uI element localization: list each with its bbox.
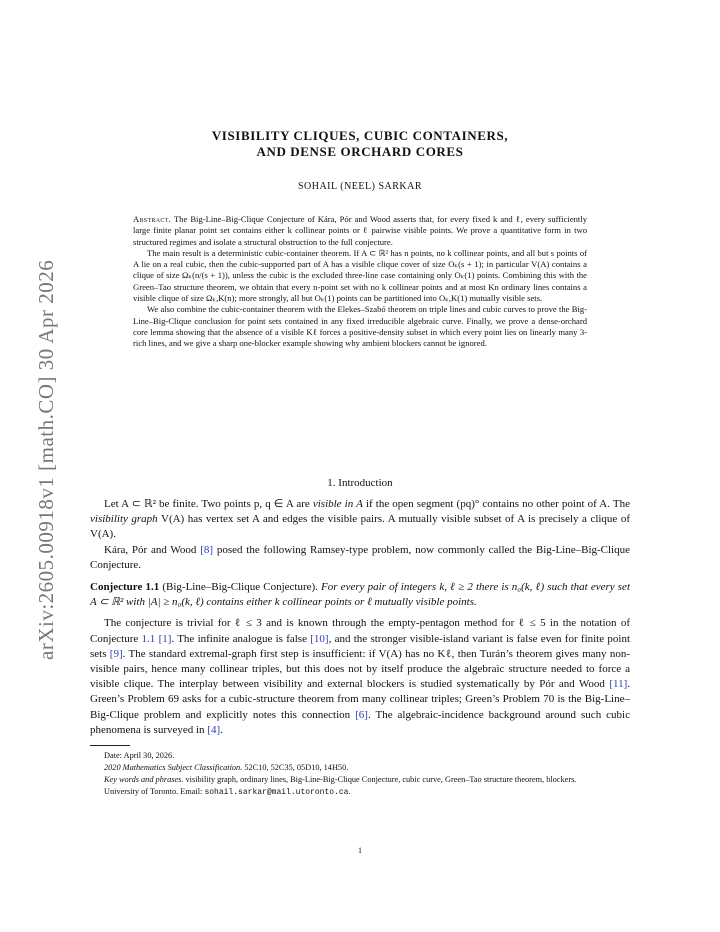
arxiv-sidebar [14,240,58,660]
abstract-text-1: The Big-Line–Big-Clique Conjecture of Kára, Pór and Wood asserts that, for every fixed k and ℓ, every sufficiently large finite planar point set contains either k collinear points or ℓ pairwise visible points. We prove a quantitative form in two structured regimes and isolate a structural obstruction to the full conjecture. [133,214,587,247]
page-number: 1 [358,846,362,855]
keywords-label: Key words and phrases. [104,775,184,784]
footnote-keywords [90,774,630,786]
arxiv-identifier: arXiv:2605.00918v1 [math.CO] 30 Apr 2026 [34,259,58,660]
intro-paragraph-1 [90,497,630,543]
citation-link[interactable]: [10] [310,632,329,645]
introduction-body [90,497,630,738]
abstract-label: Abstract. [133,214,172,224]
footnote-affiliation [90,786,630,799]
section-heading: 1. Introduction [327,477,393,489]
msc-value: 52C10, 52C35, 05D10, 14H50. [242,763,349,772]
citation-link[interactable]: [4] [207,723,221,736]
email-address[interactable]: sohail.sarkar@mail.utoronto.ca [204,788,349,797]
citation-link[interactable]: [8] [200,543,214,556]
abstract-paragraph-2: The main result is a deterministic cubic-container theorem. If A ⊂ ℝ² has n points, no k collinear points, and all but s points of A lie on a real cubic, then the cubic-supported part of A has a visible clique cover of size Oₖ(s + 1); in particular V(A) contains a clique of size Ωₖ(n/(s + 1)), unless the cubic is the excluded three-line case containing only Oₖ(1) points. Combining this with the Green–Tao structure theorem, we obtain that every n-point set with no k collinear points and at most Kn ordinary lines contains a visible clique of size Ωₖ,K(n); more strongly, all but Oₖ(1) points can be partitioned into Oₖ,K(1) mutually visible sets. [133,247,587,304]
title-line-2: AND DENSE ORCHARD CORES [256,144,464,159]
title-line-1: VISIBILITY CLIQUES, CUBIC CONTAINERS, [211,128,509,143]
keywords-value: visibility graph, ordinary lines, Big-Line-Big-Clique Conjecture, cubic curve, Green–Tao structure theorem, blockers. [183,775,577,784]
intro-paragraph-2 [90,543,630,573]
conjecture-link[interactable]: 1.1 [141,632,156,645]
msc-label: 2020 Mathematics Subject Classification. [104,763,243,772]
footnote-rule [90,745,130,746]
abstract-paragraph-1 [133,214,587,248]
text-run: The conjecture is trivial for ℓ ≤ 3 and is known through the empty-pentagon method for ℓ ≤ 5 in the notation of Conjecture [90,617,630,645]
term-visibility-graph: visibility graph [90,513,158,526]
text-run: . [220,723,223,736]
conjecture-1-1 [90,580,630,610]
text-run: . [348,787,351,796]
text-run: V(A) has vertex set A and edges the visible pairs. A mutually visible subset of A is precisely a clique of V(A). [90,513,630,541]
term-visible: visible in A [312,498,363,510]
text-run: posed the following Ramsey-type problem, now commonly called the Big-Line–Big-Clique Conjecture. [90,543,630,571]
conjecture-statement: For every pair of integers k, ℓ ≥ 2 there is n₀(k, ℓ) such that every set A ⊂ ℝ² with |A| ≥ n₀(k, ℓ) contains either k collinear points or ℓ mutually visible points. [90,581,630,609]
text-run: Kára, Pór and Wood [104,543,201,556]
citation-link[interactable]: [11] [609,678,628,691]
text-run: . The standard extremal-graph first step is insufficient: if V(A) has no Kℓ, then Turán’s theorem gives many non-visible pairs, hence many collinear triples, but this does not by itself produce the algebraic structure needed to force a visible clique. The interplay between visibility and external blockers is studied systematically by Pór and Wood [90,647,630,691]
text-run: , and the stronger visible-island variant is false even for finite point sets [90,632,630,660]
abstract [133,214,587,350]
paper-title [90,128,630,160]
author-name: SOHAIL (NEEL) SARKAR [297,181,423,192]
citation-link[interactable]: [6] [355,708,368,721]
text-run: Let A ⊂ ℝ² be finite. Two points p, q ∈ A are [104,498,313,510]
text-run: . Green’s Problem 69 asks for a cubic-structure theorem from many collinear triples; Green’s Problem 70 is the Big-Line–Big-Clique problem and explicitly notes this connection [90,678,630,721]
footnotes [90,750,630,799]
intro-paragraph-3 [90,616,630,738]
abstract-paragraph-3: We also combine the cubic-container theorem with the Elekes–Szabó theorem on triple lines and cubic curves to prove the Big-Line–Big-Clique conclusion for point sets contained in any fixed irreducible algebraic curve. Finally, we prove a dense-orchard core lemma showing that the absence of a visible Kℓ forces a positive-density subset in which every point lies on linearly many 3-rich lines, and we give a sharp one-blocker example showing why ambient blockers cannot be ignored. [133,304,587,349]
text-run: . The infinite analogue is false [171,632,311,645]
affiliation-text: University of Toronto. Email: [104,787,205,796]
conjecture-label: Conjecture 1.1 [90,581,160,594]
citation-link[interactable]: [9] [109,647,123,660]
footnote-date: Date: April 30, 2026. [104,751,175,760]
citation-link[interactable]: [1] [158,632,172,645]
text-run: . The algebraic-incidence background around such cubic phenomena is surveyed in [90,708,630,736]
text-run: if the open segment (pq)° contains no other point of A. The [362,498,630,510]
conjecture-name: (Big-Line–Big-Clique Conjecture). [159,581,318,594]
footnote-msc [90,762,630,774]
